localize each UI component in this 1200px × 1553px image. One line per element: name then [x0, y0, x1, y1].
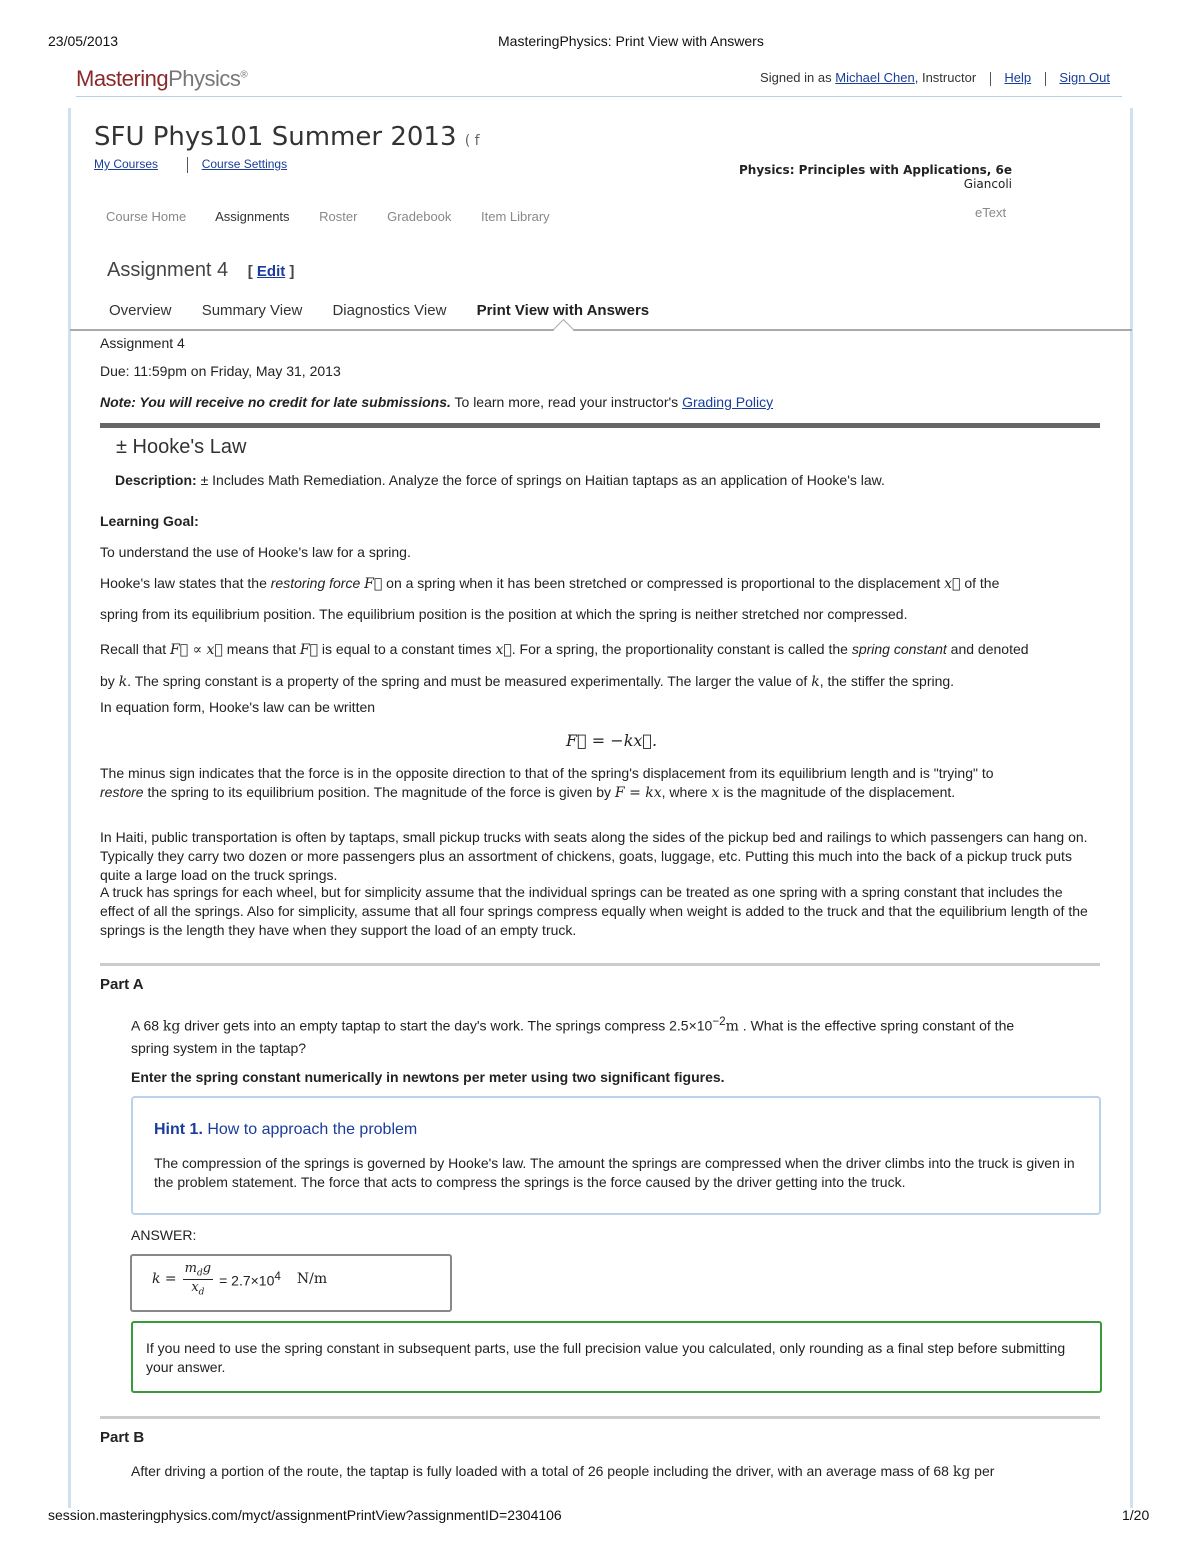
book-author: Giancoli: [963, 177, 1012, 191]
assignment-name: Assignment 4: [100, 335, 185, 351]
hooke-paragraph-4: The minus sign indicates that the force is in the opposite direction to that of the spring's displacement from its equilibrium length and is "trying" to restore the spring to its equilibrium position. The magnitude of the force is given by F = kx, where x is the magnitude of the displacement.: [100, 765, 994, 801]
answer-expression: [152, 1261, 327, 1297]
part-a-divider: [100, 963, 1100, 966]
course-title-text: SFU Phys101 Summer 2013: [94, 122, 457, 152]
nav-assignments[interactable]: Assignments: [215, 209, 290, 224]
course-nav: [106, 209, 576, 224]
hint-title-text: How to approach the problem: [202, 1121, 418, 1138]
book-info: [739, 163, 1012, 191]
answer-fraction: $m_dg$ $x_d$: [184, 1261, 212, 1298]
due-date: Due: 11:59pm on Friday, May 31, 2013: [100, 363, 341, 379]
view-tabs: [109, 302, 675, 319]
my-courses-link[interactable]: My Courses: [94, 157, 159, 172]
precision-note: If you need to use the spring constant in subsequent parts, use the full precision value you calculated, only rounding as a final step before submitting your answer.: [146, 1340, 1066, 1375]
part-a-question: A 68 kg driver gets into an empty taptap to start the day's work. The springs compress $2.5\times 10^{-2}m$ . What is the effective spring constant of the: [131, 1015, 1015, 1035]
hooke-paragraph-1b: spring from its equilibrium position. The equilibrium position is the position at which the spring is neither stretched nor compressed.: [100, 606, 908, 622]
part-a-instruction: Enter the spring constant numerically in newtons per meter using two significant figures.: [131, 1069, 725, 1085]
signin-bar: [760, 70, 1110, 86]
tab-overview[interactable]: Overview: [109, 302, 172, 319]
assignment-title-text: Assignment 4: [107, 259, 229, 281]
tab-diagnostics-view[interactable]: Diagnostics View: [332, 302, 447, 319]
logo-reg: ®: [240, 69, 248, 81]
help-link[interactable]: Help: [1004, 70, 1032, 85]
course-links: [94, 157, 287, 173]
frame-left: [68, 108, 71, 1508]
frame-right: [1130, 108, 1133, 1508]
nav-item-library[interactable]: Item Library: [481, 209, 550, 224]
divider: [1045, 72, 1046, 86]
late-note: [100, 393, 1100, 412]
answer-value: = $2.7\times 10^4$: [219, 1269, 281, 1289]
course-title: [94, 122, 480, 152]
hooke-paragraph-3: In equation form, Hooke's law can be written: [100, 699, 376, 715]
part-a-label: Part A: [100, 976, 144, 993]
sign-out-link[interactable]: Sign Out: [1059, 70, 1110, 85]
description-text: ± Includes Math Remediation. Analyze the force of springs on Haitian taptaps as an application of Hooke's law.: [196, 472, 885, 488]
part-a-question-2: spring system in the taptap?: [131, 1040, 307, 1056]
tab-summary-view[interactable]: Summary View: [201, 302, 303, 319]
header-divider: [76, 96, 1122, 97]
answer-label: ANSWER:: [131, 1227, 197, 1243]
signin-prefix: Signed in as: [760, 70, 832, 85]
hint-label: Hint 1.: [154, 1121, 203, 1138]
problem-description: [115, 471, 1115, 490]
hooke-equation: F⃗ = −kx⃗.: [566, 731, 658, 750]
learning-goal-text: To understand the use of Hooke's law for a spring.: [100, 544, 411, 560]
haiti-paragraph-2: A truck has springs for each wheel, but for simplicity assume that the individual springs can be treated as one spring with a spring constant that includes the effect of all the springs. Also for simplicity, assume that all four springs compress equally when weight is added to the truck and that the equilibrium length of the springs is the length they have when they support the load of an empty truck.: [100, 884, 1088, 938]
print-title: MasteringPhysics: Print View with Answers: [498, 33, 764, 49]
mastering-physics-logo[interactable]: [76, 66, 247, 92]
signin-role: , Instructor: [914, 70, 977, 85]
answer-unit: N/m: [296, 1271, 328, 1288]
late-note-text: To learn more, read your instructor's: [450, 394, 683, 410]
nav-gradebook[interactable]: Gradebook: [387, 209, 452, 224]
description-label: Description:: [115, 472, 197, 488]
part-b-divider: [100, 1416, 1100, 1419]
late-note-bold: Note: You will receive no credit for late submissions.: [100, 394, 451, 410]
tabs-divider: [70, 329, 1132, 331]
logo-physics: Physics: [168, 66, 241, 91]
part-b-question: After driving a portion of the route, the taptap is fully loaded with a total of 26 people including the driver, with an average mass of 68 kg per: [131, 1463, 995, 1480]
footer-page-number: 1/20: [1122, 1507, 1150, 1523]
assignment-title: [107, 259, 294, 282]
hint-text: The compression of the springs is governed by Hooke's law. The amount the springs are compressed when the driver climbs into the truck is given in the problem statement. The force that acts to compress the springs is the force caused by the driver getting into the truck.: [154, 1155, 1075, 1190]
edit-group: [ Edit ]: [247, 263, 295, 280]
print-date: 23/05/2013: [48, 33, 119, 49]
nav-course-home[interactable]: Course Home: [106, 209, 187, 224]
nav-roster[interactable]: Roster: [319, 209, 358, 224]
answer-k: k =: [152, 1271, 177, 1288]
learning-goal-label: Learning Goal:: [100, 513, 199, 529]
hooke-paragraph-2b: by k. The spring constant is a property of the spring and must be measured experimentally. The larger the value of k, the stiffer the spring.: [100, 673, 955, 690]
logo-mastering: Mastering: [76, 66, 169, 91]
user-link[interactable]: Michael Chen: [835, 70, 915, 85]
hint-title[interactable]: [154, 1121, 417, 1139]
etext-link[interactable]: eText: [975, 205, 1007, 220]
problem-divider: [100, 423, 1100, 428]
part-b-label: Part B: [100, 1429, 145, 1446]
divider: [990, 72, 991, 86]
course-title-suffix: ( f: [464, 133, 480, 149]
footer-url: session.masteringphysics.com/myct/assignmentPrintView?assignmentID=2304106: [48, 1507, 562, 1523]
haiti-paragraph-1: In Haiti, public transportation is often by taptaps, small pickup trucks with seats along the sides of the pickup bed and railings to which passengers can hang on. Typically they carry two dozen or more passengers plus an assortment of chickens, goats, luggage, etc. Putting this much into the back of a pickup truck puts quite a large load on the truck springs.: [100, 829, 1088, 883]
hooke-paragraph-1a: Hooke's law states that the restoring force F⃗ on a spring when it has been stretched or compressed is proportional to the displacement x⃗ of the: [100, 575, 1000, 592]
course-settings-link[interactable]: Course Settings: [201, 157, 288, 172]
book-title: Physics: Principles with Applications, 6e: [739, 163, 1012, 177]
edit-link[interactable]: Edit: [256, 263, 286, 280]
problem-title: ± Hooke's Law: [116, 436, 247, 458]
hooke-paragraph-2a: Recall that F⃗ ∝ x⃗ means that F⃗ is equal to a constant times x⃗. For a spring, the proportionality constant is called the spring constant and denoted: [100, 641, 1029, 658]
tab-print-view-with-answers[interactable]: Print View with Answers: [476, 302, 650, 319]
grading-policy-link[interactable]: Grading Policy: [682, 394, 774, 410]
divider: [187, 157, 188, 173]
